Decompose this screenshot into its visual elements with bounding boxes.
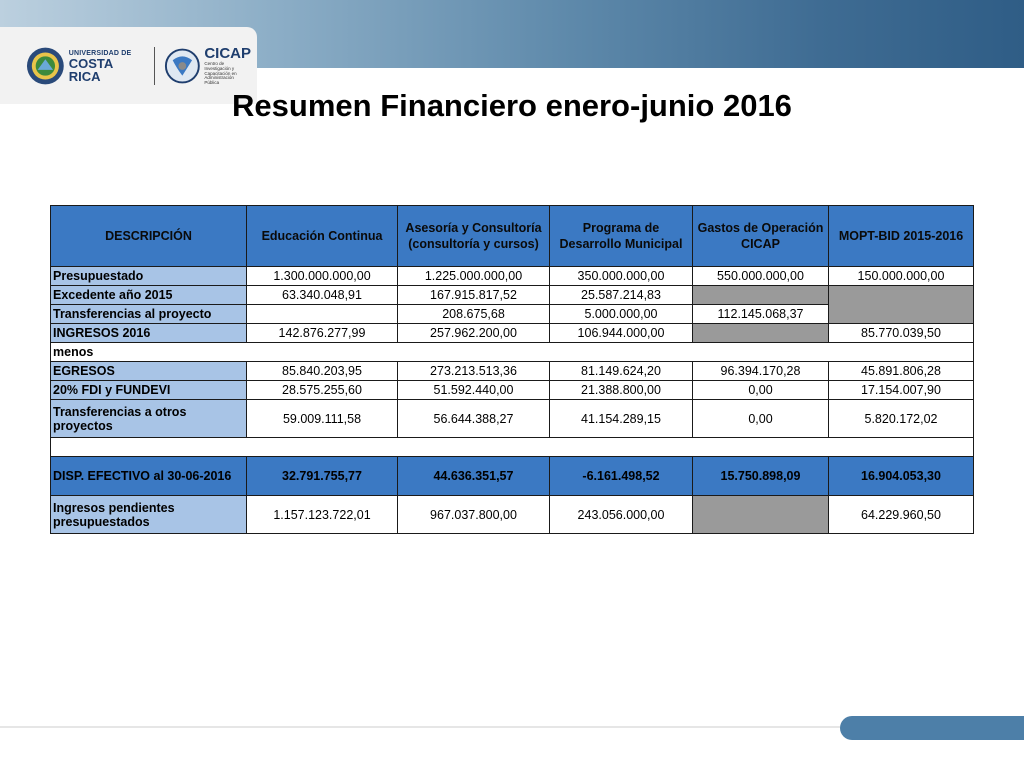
logos — [26, 41, 251, 91]
cicap-wordmark — [204, 46, 251, 85]
cell: 0,00 — [693, 400, 829, 438]
cell: 45.891.806,28 — [829, 362, 974, 381]
cell: 81.149.624,20 — [550, 362, 693, 381]
cell: 56.644.388,27 — [398, 400, 550, 438]
cell: 85.840.203,95 — [247, 362, 398, 381]
header-programa: Programa de Desarrollo Municipal — [550, 206, 693, 267]
cell: 44.636.351,57 — [398, 457, 550, 496]
row-label: DISP. EFECTIVO al 30-06-2016 — [51, 457, 247, 496]
cell: 16.904.053,30 — [829, 457, 974, 496]
footer-line — [0, 726, 840, 728]
row-label: Transferencias al proyecto — [51, 305, 247, 324]
header-descripcion: DESCRIPCIÓN — [51, 206, 247, 267]
cell: 273.213.513,36 — [398, 362, 550, 381]
row-label: Presupuestado — [51, 267, 247, 286]
row-label: 20% FDI y FUNDEVI — [51, 381, 247, 400]
cell: 96.394.170,28 — [693, 362, 829, 381]
cell: 106.944.000,00 — [550, 324, 693, 343]
table-row — [51, 438, 974, 457]
cell: 257.962.200,00 — [398, 324, 550, 343]
cell: 21.388.800,00 — [550, 381, 693, 400]
table-row — [51, 362, 974, 381]
cell: 85.770.039,50 — [829, 324, 974, 343]
cell: 17.154.007,90 — [829, 381, 974, 400]
cell: 550.000.000,00 — [693, 267, 829, 286]
table-row — [51, 400, 974, 438]
ucr-seal-icon — [26, 46, 65, 86]
ucr-wordmark — [69, 50, 146, 83]
cell: 5.000.000,00 — [550, 305, 693, 324]
table-header-row — [51, 206, 974, 267]
cicap-globe-icon — [163, 46, 202, 86]
ucr-line2: COSTA RICA — [68, 55, 113, 84]
cell: 167.915.817,52 — [398, 286, 550, 305]
cell — [247, 305, 398, 324]
table-row — [51, 286, 974, 305]
row-label: EGRESOS — [51, 362, 247, 381]
cell: -6.161.498,52 — [550, 457, 693, 496]
header-educacion: Educación Continua — [247, 206, 398, 267]
cell: 967.037.800,00 — [398, 496, 550, 534]
blank-row — [51, 438, 974, 457]
cell: 59.009.111,58 — [247, 400, 398, 438]
cell: 350.000.000,00 — [550, 267, 693, 286]
cell: 243.056.000,00 — [550, 496, 693, 534]
cell: 142.876.277,99 — [247, 324, 398, 343]
cell: 208.675,68 — [398, 305, 550, 324]
menos-label: menos — [51, 343, 974, 362]
empty-cell — [693, 286, 829, 305]
logo-divider — [154, 47, 155, 85]
table-row — [51, 496, 974, 534]
empty-cell — [693, 324, 829, 343]
cell: 32.791.755,77 — [247, 457, 398, 496]
cell: 1.300.000.000,00 — [247, 267, 398, 286]
table-row — [51, 267, 974, 286]
cell: 25.587.214,83 — [550, 286, 693, 305]
cell: 1.157.123.722,01 — [247, 496, 398, 534]
table-row — [51, 381, 974, 400]
header-asesoria: Asesoría y Consultoría (consultoría y cursos) — [398, 206, 550, 267]
cell: 15.750.898,09 — [693, 457, 829, 496]
ucr-line1: UNIVERSIDAD DE — [68, 49, 132, 57]
footer-accent — [840, 716, 1024, 740]
cicap-subtitle: Centro de Investigación y Capacitación en Administración Pública — [204, 61, 237, 85]
empty-cell — [829, 286, 974, 324]
row-label: INGRESOS 2016 — [51, 324, 247, 343]
cell: 63.340.048,91 — [247, 286, 398, 305]
cell: 64.229.960,50 — [829, 496, 974, 534]
cell: 150.000.000,00 — [829, 267, 974, 286]
cell: 5.820.172,02 — [829, 400, 974, 438]
cell: 41.154.289,15 — [550, 400, 693, 438]
table-row — [51, 324, 974, 343]
empty-cell — [693, 496, 829, 534]
table-row — [51, 457, 974, 496]
page-title: Resumen Financiero enero-junio 2016 — [232, 88, 792, 123]
header-gastos: Gastos de Operación CICAP — [693, 206, 829, 267]
header-mopt: MOPT-BID 2015-2016 — [829, 206, 974, 267]
cell: 1.225.000.000,00 — [398, 267, 550, 286]
row-label: Excedente año 2015 — [51, 286, 247, 305]
cell: 112.145.068,37 — [693, 305, 829, 324]
cicap-name: CICAP — [204, 45, 251, 63]
cell: 51.592.440,00 — [398, 381, 550, 400]
financial-table — [50, 205, 974, 534]
row-label: Ingresos pendientes presupuestados — [51, 496, 247, 534]
row-label: Transferencias a otros proyectos — [51, 400, 247, 438]
table-row — [51, 343, 974, 362]
cell: 28.575.255,60 — [247, 381, 398, 400]
cell: 0,00 — [693, 381, 829, 400]
